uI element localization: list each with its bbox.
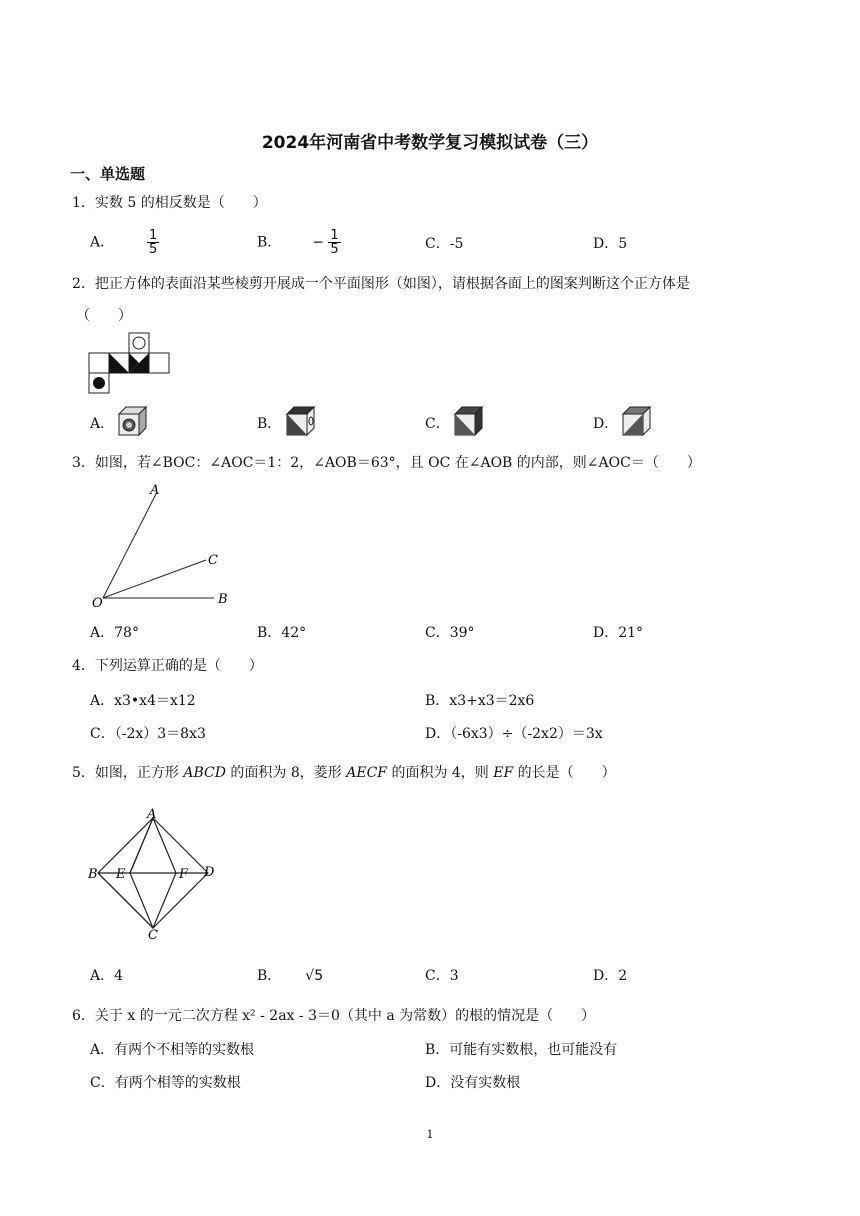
question-2-stem: 2．把正方体的表面沿某些棱剪开展成一个平面图形（如图），请根据各面上的图案判断这个正方体是 bbox=[72, 276, 690, 292]
label-f: F bbox=[179, 867, 189, 882]
label-b: B bbox=[218, 592, 228, 607]
q5-option-d[interactable]: D．2 bbox=[593, 968, 628, 984]
q2-option-c[interactable]: C． bbox=[425, 416, 450, 432]
square-rhombus-figure bbox=[88, 806, 228, 944]
q4-option-b[interactable]: B．x3+x3＝2x6 bbox=[425, 693, 535, 709]
question-4-stem: 4．下列运算正确的是（ ） bbox=[72, 658, 263, 674]
q4-option-c[interactable]: C．（-2x）3＝8x3 bbox=[90, 726, 206, 742]
label-a: A bbox=[147, 807, 157, 822]
angle-figure bbox=[88, 480, 238, 610]
q3-option-d[interactable]: D．21° bbox=[593, 625, 644, 641]
label-d: D bbox=[204, 865, 215, 880]
question-5-stem: 5．如图，正方形 ABCD 的面积为 8，菱形 AECF 的面积为 4，则 EF 的长是（ ） bbox=[72, 765, 616, 781]
cube-option-a-icon bbox=[116, 405, 148, 437]
label-c: C bbox=[208, 553, 218, 568]
label-a: A bbox=[150, 483, 160, 498]
q4-option-d[interactable]: D．（-6x3）÷（-2x2）＝3x bbox=[425, 726, 603, 742]
label-o: O bbox=[92, 596, 103, 610]
label-b: B bbox=[88, 867, 98, 882]
q2-option-d[interactable]: D． bbox=[593, 416, 619, 432]
page-title: 2024年河南省中考数学复习模拟试卷（三） bbox=[261, 133, 599, 153]
q6-option-b[interactable]: B．可能有实数根，也可能没有 bbox=[425, 1042, 618, 1058]
q4-option-a[interactable]: A．x3•x4＝x12 bbox=[90, 693, 196, 709]
q6-option-d[interactable]: D．没有实数根 bbox=[425, 1075, 521, 1091]
q6-option-a[interactable]: A．有两个不相等的实数根 bbox=[90, 1042, 255, 1058]
section-heading: 一、单选题 bbox=[70, 165, 146, 183]
question-2-stem-cont: （ ） bbox=[76, 308, 132, 324]
q1-option-a[interactable]: A． $\frac{1}{5}$ bbox=[90, 228, 158, 257]
cube-net-figure bbox=[88, 331, 172, 397]
fraction: $\frac{1}{5}$ bbox=[330, 228, 339, 257]
q1-option-b[interactable]: B． − $\frac{1}{5}$ bbox=[257, 228, 339, 257]
cube-option-d-icon bbox=[620, 405, 652, 437]
q5-option-c[interactable]: C．3 bbox=[425, 968, 459, 984]
question-3-stem: 3．如图，若∠BOC：∠AOC＝1：2，∠AOB＝63°，且 OC 在∠AOB 的内部，则∠AOC＝（ ） bbox=[72, 455, 701, 471]
q3-option-c[interactable]: C．39° bbox=[425, 625, 475, 641]
label-e: E bbox=[116, 867, 126, 882]
cube-option-c-icon bbox=[452, 405, 484, 437]
question-6-stem: 6．关于 x 的一元二次方程 x² - 2ax - 3＝0（其中 a 为常数）的根的情况是（ ） bbox=[72, 1008, 596, 1024]
q5-option-a[interactable]: A．4 bbox=[90, 968, 124, 984]
q3-option-a[interactable]: A．78° bbox=[90, 625, 139, 641]
q2-option-b[interactable]: B． bbox=[257, 416, 282, 432]
fraction: $\frac{1}{5}$ bbox=[149, 228, 158, 257]
q2-option-a[interactable]: A． bbox=[90, 416, 115, 432]
q5-option-b[interactable]: B． √5 bbox=[257, 968, 324, 984]
q1-option-d[interactable]: D．5 bbox=[593, 236, 628, 252]
cube-option-b-icon bbox=[284, 405, 316, 437]
q6-option-c[interactable]: C．有两个相等的实数根 bbox=[90, 1075, 241, 1091]
q1-option-c[interactable]: C．-5 bbox=[425, 236, 464, 252]
page-number: 1 bbox=[426, 1128, 434, 1141]
question-1-stem: 1．实数 5 的相反数是（ ） bbox=[72, 195, 267, 211]
label-c: C bbox=[148, 928, 158, 943]
q3-option-b[interactable]: B．42° bbox=[257, 625, 307, 641]
